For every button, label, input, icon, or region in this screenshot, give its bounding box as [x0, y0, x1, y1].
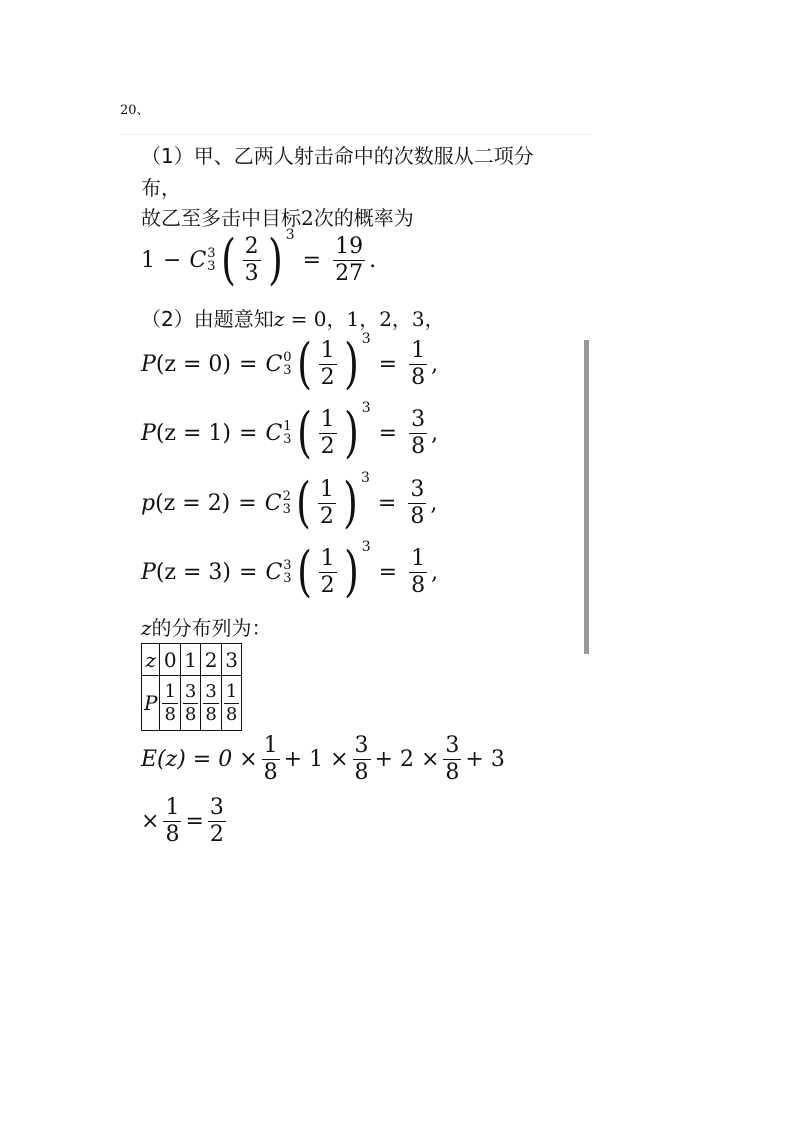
- eq-exponent: 3: [285, 227, 295, 243]
- prob-row: p (z = 2) = C 2 3 ( $\frac{1}{2}$ ) 3 = $\frac{3}{8}$ ,: [141, 470, 438, 534]
- header-divider: [120, 134, 592, 135]
- prob-row: P (z = 3) = C 3 3 ( $\frac{1}{2}$ ) 3 = $\frac{1}{8}$ ,: [141, 539, 439, 603]
- eq-combination-c: C: [189, 247, 207, 273]
- eq-fraction: $\frac{2}{3}$: [244, 233, 259, 286]
- table-cell: $\frac{3}{8}$: [180, 676, 200, 731]
- part1-line3-pre: 故乙至多击中目标: [141, 206, 301, 230]
- eq-one: 1: [141, 247, 155, 273]
- eq-combination-indices: [207, 247, 215, 273]
- table-cell: 0: [160, 644, 180, 676]
- expectation-line2: × $\frac{1}{8}$ = $\frac{3}{2}$: [141, 795, 224, 847]
- fraction: $\frac{1}{2}$: [320, 337, 335, 390]
- part1-line3-num: 2: [301, 206, 314, 230]
- expectation-lhs: E(z) = 0 ×: [141, 747, 258, 772]
- prob-row: P (z = 1) = C 1 3 ( $\frac{1}{2}$ ) 3 = $\frac{3}{8}$ ,: [141, 400, 439, 464]
- table-cell: $\frac{1}{8}$: [221, 676, 241, 731]
- part1-line3-post: 次的概率为: [313, 206, 414, 230]
- eq-minus: −: [163, 247, 182, 273]
- part1-equation: [141, 227, 377, 291]
- result-fraction: $\frac{3}{8}$: [410, 476, 425, 529]
- eq-c-sup: 3: [207, 246, 216, 261]
- left-paren: (: [220, 228, 236, 291]
- fraction: $\frac{1}{2}$: [320, 545, 335, 598]
- table-cell: 3: [221, 644, 241, 676]
- part2-intro: （2）由题意知z = 0，1，2，3，: [141, 307, 445, 331]
- result-fraction: $\frac{1}{8}$: [411, 545, 426, 598]
- right-paren: ): [267, 228, 283, 291]
- table-cell: P: [142, 676, 160, 731]
- fraction: $\frac{1}{2}$: [320, 406, 335, 459]
- table-cell: 2: [201, 644, 221, 676]
- eq-c-sub: 3: [207, 259, 216, 274]
- expectation-line1: E(z) = 0 × $\frac{1}{8}$ + 1 × $\frac{3}{8}$ + 2 × $\frac{3}{8}$ + 3: [141, 733, 505, 785]
- table-row: [142, 644, 242, 676]
- prob-row: P (z = 0) = C 0 3 ( $\frac{1}{2}$ ) 3 = $\frac{1}{8}$ ,: [141, 331, 439, 395]
- eq-result: $\frac{19}{27}$: [335, 233, 364, 286]
- part1-line1: （1）甲、乙两人射击命中的次数服从二项分: [141, 144, 534, 168]
- question-number: 20、: [120, 103, 150, 118]
- eq-equals: =: [302, 247, 322, 273]
- table-cell: 1: [180, 644, 200, 676]
- expectation-result: $\frac{3}{2}$: [209, 795, 224, 847]
- result-fraction: $\frac{3}{8}$: [411, 406, 426, 459]
- table-cell: z: [142, 644, 160, 676]
- scrollbar[interactable]: [584, 340, 589, 654]
- eq-end: .: [369, 247, 377, 273]
- table-row: [142, 676, 242, 731]
- table-cell: $\frac{1}{8}$: [160, 676, 180, 731]
- part1-line2: 布，: [141, 176, 181, 200]
- fraction: $\frac{1}{2}$: [319, 476, 334, 529]
- distribution-label: z的分布列为：: [141, 616, 272, 640]
- result-fraction: $\frac{1}{8}$: [411, 337, 426, 390]
- distribution-table: [141, 643, 242, 731]
- table-cell: $\frac{3}{8}$: [201, 676, 221, 731]
